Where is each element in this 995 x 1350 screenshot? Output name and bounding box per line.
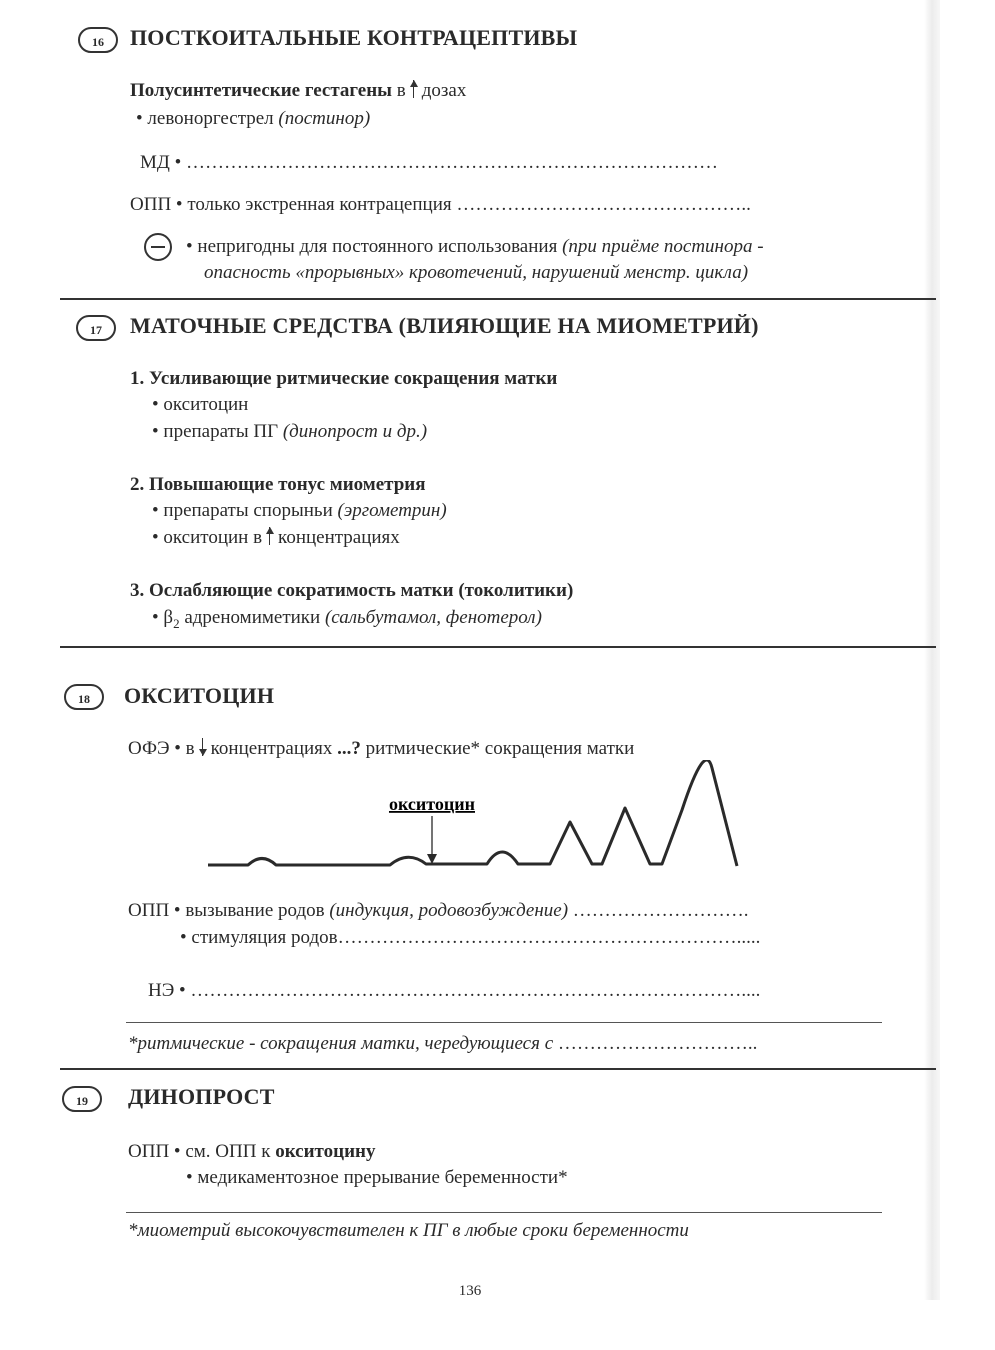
opp-item-1-italic: (индукция, родовозбуждение)	[329, 900, 569, 921]
bullet-icon: •	[186, 1167, 193, 1188]
opp-row-19	[128, 1141, 375, 1164]
negative-row	[186, 236, 764, 259]
section-title-18: ОКСИТОЦИН	[124, 683, 275, 708]
negative-text: непригодны для постоянного использования	[197, 236, 558, 257]
opp-item-2: стимуляция родов	[191, 927, 338, 948]
opp-item-1: см. ОПП к	[185, 1141, 271, 1162]
item-text: левоноргестрел	[147, 108, 274, 129]
gestagens-heading	[130, 80, 466, 103]
section-divider	[60, 646, 936, 648]
arrow-up-icon	[410, 80, 418, 98]
bullet-icon: •	[186, 236, 193, 257]
opp-item-2: медикаментозное прерывание беременности*	[197, 1167, 568, 1188]
section-number-19: 19	[62, 1086, 102, 1112]
contraction-diagram	[200, 760, 760, 880]
beta-symbol: β	[163, 607, 174, 628]
ne-fill: ……………………………………………………………………………....	[190, 980, 761, 1001]
bullet-icon: •	[152, 500, 159, 521]
ne-row	[148, 980, 760, 1003]
oxytocin-label: окситоцин	[388, 794, 476, 814]
opp-label: ОПП	[130, 194, 172, 215]
item-italic: (динопрост и др.)	[282, 421, 428, 442]
bullet-icon: •	[152, 607, 159, 628]
list-item	[152, 607, 542, 631]
ofe-mid: концентрациях	[210, 738, 333, 759]
footnote-rule	[126, 1022, 882, 1023]
bullet-icon: •	[152, 527, 159, 548]
arrow-down-icon	[199, 738, 207, 756]
item-italic: (сальбутамол, фенотерол)	[324, 607, 542, 628]
opp-row-16	[130, 194, 751, 217]
opp-fill: ………………………………………..	[456, 194, 751, 215]
item-text: препараты спорыньи	[163, 500, 333, 521]
section-divider	[60, 1068, 936, 1070]
section-title-16: ПОСТКОИТАЛЬНЫЕ КОНТРАЦЕПТИВЫ	[130, 25, 578, 50]
group-1-heading: 1. Усиливающие ритмические сокращения матки	[130, 368, 558, 389]
item-italic: (постинор)	[278, 108, 371, 129]
ofe-post: ритмические* сокращения матки	[365, 738, 635, 759]
bullet-icon: •	[174, 738, 181, 759]
bullet-icon: •	[152, 421, 159, 442]
section-number-18: 18	[64, 684, 104, 710]
section-number-16: 16	[78, 27, 118, 53]
gestagens-bold: Полусинтетические гестагены	[130, 80, 393, 101]
list-item	[152, 394, 248, 417]
footnote-rule	[126, 1212, 882, 1213]
minus-circle-icon	[144, 233, 172, 261]
list-item	[152, 421, 427, 444]
bullet-icon: •	[136, 108, 143, 129]
bullet-icon: •	[173, 1141, 181, 1162]
negative-italic-1: (при приёме постинора -	[562, 236, 764, 257]
md-row	[140, 152, 718, 175]
opp-text: только экстренная контрацепция	[187, 194, 452, 215]
section-title-17: МАТОЧНЫЕ СРЕДСТВА (ВЛИЯЮЩИЕ НА МИОМЕТРИЙ)	[130, 313, 759, 338]
opp-row-18-b	[180, 927, 760, 950]
footnote-text: *ритмические - сокращения матки, чередующиеся с	[128, 1033, 554, 1054]
ofe-pre: в	[185, 738, 195, 759]
opp-item-2-fill: ……………………………………………………….....	[337, 927, 761, 948]
section-title-19: ДИНОПРОСТ	[128, 1084, 275, 1109]
bullet-icon: •	[179, 980, 186, 1001]
opp-item-1-bold: окситоцину	[275, 1141, 376, 1162]
ofe-label: ОФЭ	[128, 738, 170, 759]
scan-shadow	[924, 0, 940, 1300]
footnote-fill: …………………………..	[557, 1033, 758, 1054]
bullet-icon: •	[173, 900, 181, 921]
item-text: окситоцин	[163, 394, 249, 415]
opp-label: ОПП	[128, 1141, 170, 1162]
item-text-post: концентрациях	[278, 527, 400, 548]
footnote-19: *миометрий высокочувствителен к ПГ в любые сроки беременности	[128, 1220, 689, 1241]
negative-italic-2: опасность «прорывных» кровотечений, нарушений менстр. цикла)	[204, 262, 749, 283]
bullet-icon: •	[180, 927, 187, 948]
ofe-question: ...?	[337, 738, 361, 759]
list-item	[152, 500, 447, 523]
ofe-row	[128, 738, 634, 761]
list-item	[152, 527, 400, 550]
md-label: МД	[140, 152, 170, 173]
bullet-icon: •	[175, 194, 183, 215]
list-item-levonorgestrel	[136, 108, 370, 131]
bullet-icon: •	[174, 152, 182, 173]
section-divider	[60, 298, 936, 300]
item-text: окситоцин в	[163, 527, 263, 548]
item-text: адреномиметики	[184, 607, 321, 628]
item-text: препараты ПГ	[163, 421, 279, 442]
opp-item-1-fill: ……………………….	[572, 900, 749, 921]
opp-row-19-b	[186, 1167, 568, 1190]
bullet-icon: •	[152, 394, 159, 415]
footnote-18	[128, 1033, 757, 1056]
opp-row-18	[128, 900, 749, 923]
page-number: 136	[458, 1283, 482, 1299]
gestagens-post: дозах	[421, 80, 467, 101]
section-number-17: 17	[76, 315, 116, 341]
group-2-heading: 2. Повышающие тонус миометрия	[130, 474, 426, 495]
ne-label: НЭ	[148, 980, 175, 1001]
md-fill: …………………………………………………………………………	[186, 152, 719, 173]
opp-label: ОПП	[128, 900, 170, 921]
item-italic: (эргометрин)	[337, 500, 447, 521]
gestagens-pre: в	[396, 80, 406, 101]
arrow-up-icon	[266, 527, 274, 545]
opp-item-1: вызывание родов	[185, 900, 325, 921]
group-3-heading: 3. Ослабляющие сократимость матки (токолитики)	[130, 580, 574, 601]
beta-subscript: 2	[173, 615, 180, 631]
